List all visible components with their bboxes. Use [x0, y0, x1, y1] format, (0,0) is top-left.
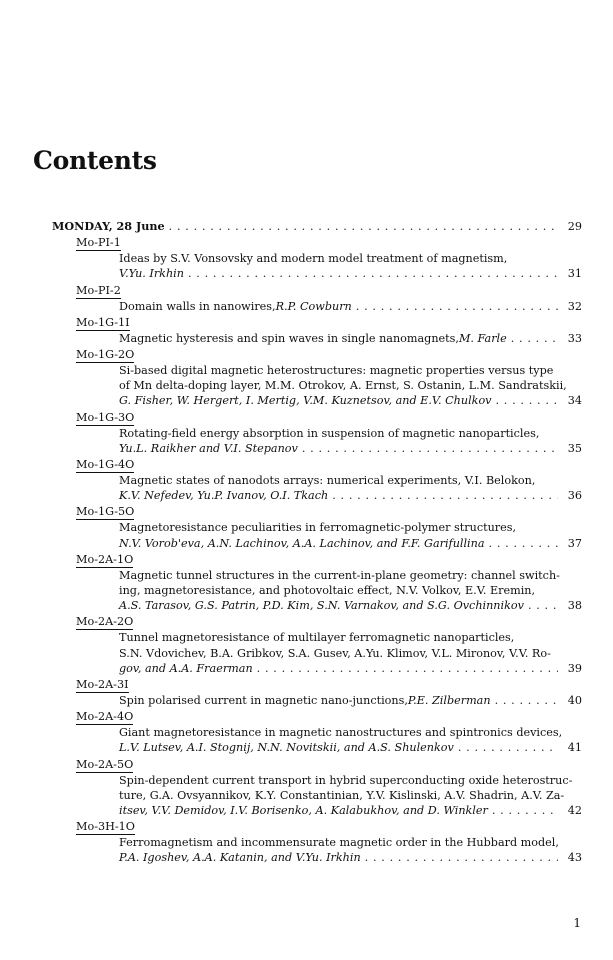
footer-page-number: 1: [573, 916, 581, 930]
entry-authors: Yu.L. Raikher and V.I. Stepanov: [119, 441, 298, 455]
dot-leader: [458, 740, 558, 755]
toc-entry[interactable]: [52, 756, 582, 819]
entry-text-line: Giant magnetoresistance in magnetic nanostructures and spintronics devices,: [119, 726, 563, 740]
entry-page-number: 38: [567, 599, 582, 613]
entry-authors: V.Yu. Irkhin: [119, 267, 184, 281]
dot-leader: [489, 536, 558, 551]
session-code: Mo-2A-5O: [76, 757, 134, 771]
toc-entry[interactable]: [52, 282, 582, 314]
toc-entry[interactable]: [52, 708, 582, 755]
entry-authors: G. Fisher, W. Hergert, I. Mertig, V.M. Kuznetsov, and E.V. Chulkov: [119, 394, 492, 408]
toc-entry[interactable]: [52, 818, 582, 865]
entry-authors: N.V. Vorob'eva, A.N. Lachinov, A.A. Lachinov, and F.F. Garifullina: [119, 536, 485, 550]
toc-entry[interactable]: [52, 234, 582, 281]
entry-page-number: 34: [567, 394, 582, 408]
session-code: Mo-1G-4O: [76, 458, 135, 472]
day-heading-row[interactable]: [52, 219, 582, 234]
session-code: Mo-2A-1O: [76, 552, 134, 566]
entry-authors: gov, and A.A. Fraerman: [119, 661, 253, 675]
toc-entry[interactable]: [52, 456, 582, 503]
dot-leader: [495, 693, 558, 708]
entry-authors: P.E. Zilberman: [407, 694, 491, 708]
toc-entry[interactable]: [52, 551, 582, 614]
entry-authors: P.A. Igoshev, A.A. Katanin, and V.Yu. Irkhin: [119, 851, 361, 865]
dot-leader: [496, 393, 559, 408]
entry-text-line: Ferromagnetism and incommensurate magnetic order in the Hubbard model,: [119, 836, 559, 850]
entry-title: Spin polarised current in magnetic nano-junctions,: [119, 694, 408, 708]
dot-leader: [257, 661, 558, 676]
session-code: Mo-PI-1: [76, 236, 121, 250]
dot-leader: [169, 219, 558, 234]
dot-leader: [365, 850, 558, 865]
dot-leader: [492, 803, 558, 818]
day-label: MONDAY, 28 June: [52, 219, 165, 233]
entry-page-number: 41: [567, 741, 582, 755]
session-code: Mo-2A-3I: [76, 678, 129, 692]
table-of-contents: [52, 219, 582, 866]
dot-leader: [332, 488, 558, 503]
entry-title: Domain walls in nanowires,: [119, 299, 276, 313]
session-code: Mo-2A-4O: [76, 710, 134, 724]
entry-authors: A.S. Tarasov, G.S. Patrin, P.D. Kim, S.N. Varnakov, and S.G. Ovchinnikov: [119, 599, 524, 613]
dot-leader: [528, 598, 558, 613]
entry-text-line: Rotating-field energy absorption in suspension of magnetic nanoparticles,: [119, 426, 540, 440]
dot-leader: [188, 266, 558, 281]
entry-authors: K.V. Nefedev, Yu.P. Ivanov, O.I. Tkach: [119, 489, 329, 503]
entry-text-line: S.N. Vdovichev, B.A. Gribkov, S.A. Gusev, A.Yu. Klimov, V.L. Mironov, V.V. Ro-: [119, 646, 551, 660]
dot-leader: [511, 331, 558, 346]
entry-text-line: Tunnel magnetoresistance of multilayer ferromagnetic nanoparticles,: [119, 631, 515, 645]
session-code: Mo-1G-2O: [76, 348, 135, 362]
entry-page-number: 36: [567, 489, 582, 503]
entry-page-number: 31: [567, 267, 582, 281]
dot-leader: [356, 299, 558, 314]
toc-entry[interactable]: [52, 346, 582, 409]
entry-text-line: ture, G.A. Ovsyannikov, K.Y. Constantinian, Y.V. Kislinski, A.V. Shadrin, A.V. Za-: [119, 788, 565, 802]
entry-page-number: 40: [567, 694, 582, 708]
session-code: Mo-3H-1O: [76, 820, 135, 834]
session-code: Mo-1G-5O: [76, 505, 135, 519]
entry-text-line: Magnetoresistance peculiarities in ferromagnetic-polymer structures,: [119, 521, 517, 535]
entry-text-line: Si-based digital magnetic heterostructures: magnetic properties versus type: [119, 364, 554, 378]
entry-text-line: ing, magnetoresistance, and photovoltaic effect, N.V. Volkov, E.V. Eremin,: [119, 584, 536, 598]
toc-entry[interactable]: [52, 409, 582, 456]
entry-text-line: of Mn delta-doping layer, M.M. Otrokov, A. Ernst, S. Ostanin, L.M. Sandratskii,: [119, 379, 567, 393]
toc-entry[interactable]: [52, 314, 582, 346]
entry-page-number: 35: [567, 441, 582, 455]
session-code: Mo-PI-2: [76, 283, 121, 297]
toc-entries: [52, 234, 582, 865]
entry-page-number: 37: [567, 536, 582, 550]
entry-text-line: Ideas by S.V. Vonsovsky and modern model treatment of magnetism,: [119, 252, 508, 266]
entry-authors: L.V. Lutsev, A.I. Stognij, N.N. Novitskii, and A.S. Shulenkov: [119, 741, 454, 755]
dot-leader: [302, 441, 558, 456]
entry-authors: R.P. Cowburn: [275, 299, 352, 313]
entry-page-number: 33: [567, 331, 582, 345]
toc-entry[interactable]: [52, 676, 582, 708]
entry-text-line: Magnetic states of nanodots arrays: numerical experiments, V.I. Belokon,: [119, 474, 536, 488]
entry-page-number: 39: [567, 661, 582, 675]
session-code: Mo-1G-3O: [76, 410, 135, 424]
entry-authors: M. Farle: [458, 331, 507, 345]
entry-text-line: Magnetic tunnel structures in the current-in-plane geometry: channel switch-: [119, 568, 560, 582]
toc-entry[interactable]: [52, 613, 582, 676]
entry-title: Magnetic hysteresis and spin waves in single nanomagnets,: [119, 331, 459, 345]
day-page-number: 29: [567, 220, 582, 233]
entry-page-number: 32: [567, 299, 582, 313]
toc-entry[interactable]: [52, 503, 582, 550]
page-title: Contents: [33, 146, 157, 175]
entry-page-number: 43: [567, 851, 582, 865]
entry-authors: itsev, V.V. Demidov, I.V. Borisenko, A. Kalabukhov, and D. Winkler: [119, 804, 488, 818]
session-code: Mo-1G-1I: [76, 315, 130, 329]
entry-text-line: Spin-dependent current transport in hybrid superconducting oxide heterostruc-: [119, 773, 573, 787]
session-code: Mo-2A-2O: [76, 615, 134, 629]
entry-page-number: 42: [567, 804, 582, 818]
